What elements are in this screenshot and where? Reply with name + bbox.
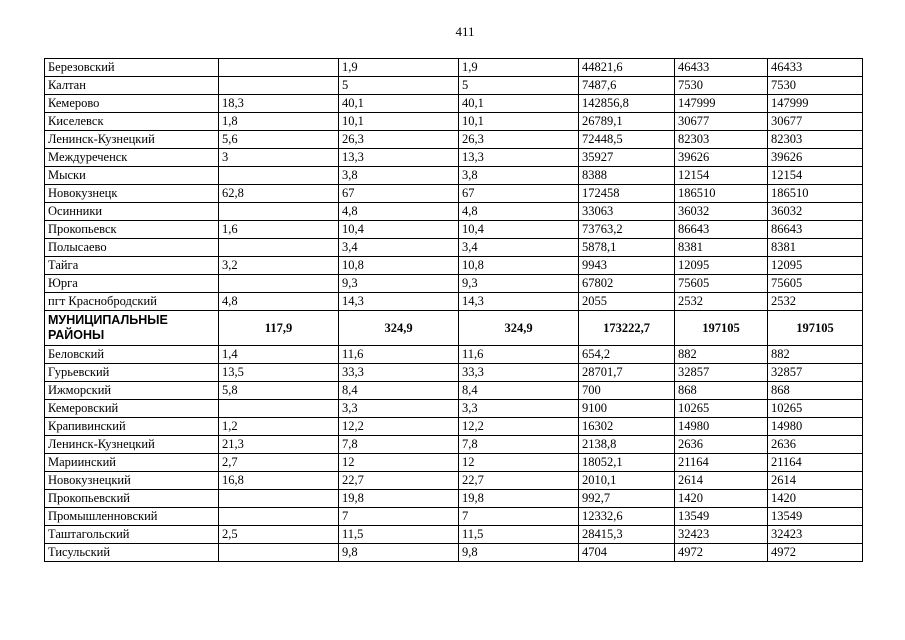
value-col-3-cell: 22,7 [459, 472, 579, 490]
value-col-4-cell: 992,7 [579, 490, 675, 508]
value-col-1-cell: 3,2 [219, 257, 339, 275]
value-col-6-cell: 147999 [768, 95, 863, 113]
value-col-3-cell: 33,3 [459, 364, 579, 382]
value-col-2-cell: 7 [339, 508, 459, 526]
municipality-name-cell: МУНИЦИПАЛЬНЫЕ РАЙОНЫ [45, 311, 219, 346]
value-col-5-cell: 186510 [675, 185, 768, 203]
value-col-4-cell: 28701,7 [579, 364, 675, 382]
value-col-4-cell: 9100 [579, 400, 675, 418]
page-number: 411 [455, 24, 475, 39]
value-col-2-cell: 10,1 [339, 113, 459, 131]
value-col-3-cell: 10,4 [459, 221, 579, 239]
value-col-5-cell: 30677 [675, 113, 768, 131]
value-col-6-cell: 39626 [768, 149, 863, 167]
value-col-4-cell: 16302 [579, 418, 675, 436]
table-row [45, 257, 863, 275]
value-col-4-cell: 2055 [579, 293, 675, 311]
table-row [45, 418, 863, 436]
value-col-2-cell: 67 [339, 185, 459, 203]
value-col-3-cell: 13,3 [459, 149, 579, 167]
value-col-2-cell: 12 [339, 454, 459, 472]
municipality-name-cell: Гурьевский [45, 364, 219, 382]
value-col-6-cell: 36032 [768, 203, 863, 221]
value-col-2-cell: 4,8 [339, 203, 459, 221]
value-col-5-cell: 197105 [675, 311, 768, 346]
value-col-3-cell: 9,3 [459, 275, 579, 293]
value-col-5-cell: 4972 [675, 544, 768, 562]
table-row [45, 490, 863, 508]
value-col-5-cell: 2614 [675, 472, 768, 490]
value-col-6-cell: 75605 [768, 275, 863, 293]
value-col-1-cell: 3 [219, 149, 339, 167]
value-col-1-cell: 62,8 [219, 185, 339, 203]
value-col-1-cell [219, 239, 339, 257]
value-col-2-cell: 12,2 [339, 418, 459, 436]
value-col-4-cell: 5878,1 [579, 239, 675, 257]
municipality-name-cell: Полысаево [45, 239, 219, 257]
value-col-1-cell [219, 400, 339, 418]
value-col-5-cell: 7530 [675, 77, 768, 95]
municipality-name-cell: Таштагольский [45, 526, 219, 544]
municipality-name-cell: Калтан [45, 77, 219, 95]
municipality-name-cell: Ленинск-Кузнецкий [45, 436, 219, 454]
value-col-3-cell: 12 [459, 454, 579, 472]
value-col-5-cell: 8381 [675, 239, 768, 257]
value-col-6-cell: 2614 [768, 472, 863, 490]
table-row [45, 293, 863, 311]
value-col-4-cell: 67802 [579, 275, 675, 293]
municipality-name-cell: Крапивинский [45, 418, 219, 436]
value-col-1-cell: 21,3 [219, 436, 339, 454]
value-col-2-cell: 9,8 [339, 544, 459, 562]
municipality-name-cell: Ленинск-Кузнецкий [45, 131, 219, 149]
value-col-1-cell: 117,9 [219, 311, 339, 346]
table-row [45, 239, 863, 257]
value-col-1-cell: 1,8 [219, 113, 339, 131]
municipality-name-cell: Междуреченск [45, 149, 219, 167]
value-col-6-cell: 10265 [768, 400, 863, 418]
value-col-5-cell: 13549 [675, 508, 768, 526]
municipality-name-cell: Новокузнецк [45, 185, 219, 203]
municipality-name-cell: Мариинский [45, 454, 219, 472]
value-col-1-cell [219, 275, 339, 293]
value-col-6-cell: 13549 [768, 508, 863, 526]
value-col-5-cell: 14980 [675, 418, 768, 436]
value-col-5-cell: 882 [675, 346, 768, 364]
value-col-4-cell: 700 [579, 382, 675, 400]
value-col-6-cell: 32857 [768, 364, 863, 382]
municipality-name-cell: Киселевск [45, 113, 219, 131]
value-col-3-cell: 12,2 [459, 418, 579, 436]
value-col-1-cell: 16,8 [219, 472, 339, 490]
value-col-2-cell: 14,3 [339, 293, 459, 311]
value-col-3-cell: 11,6 [459, 346, 579, 364]
table-row [45, 95, 863, 113]
value-col-5-cell: 82303 [675, 131, 768, 149]
value-col-5-cell: 46433 [675, 59, 768, 77]
table-body [45, 59, 863, 562]
municipality-name-cell: Тайга [45, 257, 219, 275]
value-col-2-cell: 9,3 [339, 275, 459, 293]
value-col-5-cell: 1420 [675, 490, 768, 508]
value-col-4-cell: 72448,5 [579, 131, 675, 149]
table-row [45, 472, 863, 490]
value-col-6-cell: 46433 [768, 59, 863, 77]
value-col-2-cell: 11,6 [339, 346, 459, 364]
municipality-name-cell: Промышленновский [45, 508, 219, 526]
value-col-2-cell: 33,3 [339, 364, 459, 382]
municipality-name-cell: Осинники [45, 203, 219, 221]
municipality-name-cell: Березовский [45, 59, 219, 77]
table-row [45, 131, 863, 149]
value-col-6-cell: 32423 [768, 526, 863, 544]
value-col-6-cell: 186510 [768, 185, 863, 203]
value-col-4-cell: 9943 [579, 257, 675, 275]
value-col-4-cell: 35927 [579, 149, 675, 167]
table-row [45, 221, 863, 239]
municipality-name-cell: Прокопьевск [45, 221, 219, 239]
value-col-3-cell: 3,4 [459, 239, 579, 257]
value-col-6-cell: 82303 [768, 131, 863, 149]
value-col-5-cell: 32423 [675, 526, 768, 544]
value-col-2-cell: 22,7 [339, 472, 459, 490]
value-col-6-cell: 882 [768, 346, 863, 364]
value-col-6-cell: 1420 [768, 490, 863, 508]
value-col-2-cell: 40,1 [339, 95, 459, 113]
value-col-4-cell: 2138,8 [579, 436, 675, 454]
value-col-5-cell: 868 [675, 382, 768, 400]
value-col-4-cell: 18052,1 [579, 454, 675, 472]
value-col-6-cell: 4972 [768, 544, 863, 562]
value-col-4-cell: 33063 [579, 203, 675, 221]
value-col-3-cell: 11,5 [459, 526, 579, 544]
value-col-6-cell: 12095 [768, 257, 863, 275]
municipality-name-cell: Юрга [45, 275, 219, 293]
value-col-3-cell: 7,8 [459, 436, 579, 454]
value-col-1-cell [219, 77, 339, 95]
value-col-6-cell: 14980 [768, 418, 863, 436]
value-col-6-cell: 86643 [768, 221, 863, 239]
value-col-4-cell: 12332,6 [579, 508, 675, 526]
value-col-3-cell: 14,3 [459, 293, 579, 311]
value-col-2-cell: 19,8 [339, 490, 459, 508]
data-table [44, 58, 863, 562]
value-col-4-cell: 4704 [579, 544, 675, 562]
value-col-1-cell: 5,8 [219, 382, 339, 400]
value-col-3-cell: 10,8 [459, 257, 579, 275]
value-col-1-cell [219, 203, 339, 221]
value-col-2-cell: 5 [339, 77, 459, 95]
value-col-5-cell: 147999 [675, 95, 768, 113]
value-col-1-cell: 18,3 [219, 95, 339, 113]
value-col-2-cell: 26,3 [339, 131, 459, 149]
value-col-3-cell: 1,9 [459, 59, 579, 77]
value-col-2-cell: 10,4 [339, 221, 459, 239]
value-col-1-cell [219, 544, 339, 562]
value-col-5-cell: 32857 [675, 364, 768, 382]
value-col-5-cell: 2636 [675, 436, 768, 454]
table-row [45, 400, 863, 418]
value-col-3-cell: 3,8 [459, 167, 579, 185]
value-col-2-cell: 11,5 [339, 526, 459, 544]
value-col-6-cell: 197105 [768, 311, 863, 346]
value-col-6-cell: 21164 [768, 454, 863, 472]
value-col-1-cell: 5,6 [219, 131, 339, 149]
value-col-5-cell: 86643 [675, 221, 768, 239]
table-row [45, 77, 863, 95]
value-col-6-cell: 2636 [768, 436, 863, 454]
table-row [45, 185, 863, 203]
value-col-4-cell: 172458 [579, 185, 675, 203]
value-col-2-cell: 324,9 [339, 311, 459, 346]
value-col-6-cell: 30677 [768, 113, 863, 131]
municipality-name-cell: Кемерово [45, 95, 219, 113]
value-col-5-cell: 75605 [675, 275, 768, 293]
value-col-1-cell: 1,6 [219, 221, 339, 239]
table-row [45, 508, 863, 526]
value-col-4-cell: 8388 [579, 167, 675, 185]
value-col-3-cell: 4,8 [459, 203, 579, 221]
table-row [45, 275, 863, 293]
value-col-3-cell: 67 [459, 185, 579, 203]
value-col-3-cell: 7 [459, 508, 579, 526]
value-col-2-cell: 7,8 [339, 436, 459, 454]
value-col-2-cell: 13,3 [339, 149, 459, 167]
value-col-3-cell: 3,3 [459, 400, 579, 418]
value-col-1-cell: 1,2 [219, 418, 339, 436]
value-col-3-cell: 19,8 [459, 490, 579, 508]
value-col-6-cell: 12154 [768, 167, 863, 185]
value-col-1-cell: 13,5 [219, 364, 339, 382]
municipality-name-cell: Мыски [45, 167, 219, 185]
municipality-name-cell: Новокузнецкий [45, 472, 219, 490]
value-col-4-cell: 26789,1 [579, 113, 675, 131]
value-col-4-cell: 2010,1 [579, 472, 675, 490]
table-row [45, 113, 863, 131]
value-col-6-cell: 7530 [768, 77, 863, 95]
value-col-3-cell: 10,1 [459, 113, 579, 131]
value-col-2-cell: 10,8 [339, 257, 459, 275]
value-col-1-cell [219, 167, 339, 185]
value-col-3-cell: 9,8 [459, 544, 579, 562]
table-row [45, 544, 863, 562]
value-col-1-cell: 4,8 [219, 293, 339, 311]
value-col-2-cell: 3,3 [339, 400, 459, 418]
value-col-2-cell: 3,4 [339, 239, 459, 257]
municipality-name-cell: Ижморский [45, 382, 219, 400]
municipality-name-cell: Прокопьевский [45, 490, 219, 508]
value-col-5-cell: 10265 [675, 400, 768, 418]
value-col-4-cell: 654,2 [579, 346, 675, 364]
table-row [45, 167, 863, 185]
value-col-1-cell: 2,7 [219, 454, 339, 472]
value-col-4-cell: 142856,8 [579, 95, 675, 113]
value-col-5-cell: 39626 [675, 149, 768, 167]
municipality-name-cell: пгт Краснобродский [45, 293, 219, 311]
value-col-5-cell: 36032 [675, 203, 768, 221]
value-col-6-cell: 868 [768, 382, 863, 400]
value-col-4-cell: 44821,6 [579, 59, 675, 77]
value-col-5-cell: 2532 [675, 293, 768, 311]
value-col-3-cell: 5 [459, 77, 579, 95]
table-row [45, 59, 863, 77]
value-col-1-cell: 1,4 [219, 346, 339, 364]
value-col-4-cell: 73763,2 [579, 221, 675, 239]
table-row [45, 203, 863, 221]
value-col-4-cell: 7487,6 [579, 77, 675, 95]
table-row [45, 526, 863, 544]
table-row [45, 436, 863, 454]
table-row [45, 454, 863, 472]
municipality-name-cell: Тисульский [45, 544, 219, 562]
value-col-4-cell: 28415,3 [579, 526, 675, 544]
value-col-5-cell: 12095 [675, 257, 768, 275]
value-col-5-cell: 12154 [675, 167, 768, 185]
value-col-6-cell: 2532 [768, 293, 863, 311]
table-row [45, 364, 863, 382]
value-col-5-cell: 21164 [675, 454, 768, 472]
value-col-2-cell: 1,9 [339, 59, 459, 77]
table-row [45, 382, 863, 400]
value-col-2-cell: 3,8 [339, 167, 459, 185]
municipality-name-cell: Кемеровский [45, 400, 219, 418]
value-col-6-cell: 8381 [768, 239, 863, 257]
value-col-3-cell: 324,9 [459, 311, 579, 346]
municipality-name-cell: Беловский [45, 346, 219, 364]
value-col-3-cell: 8,4 [459, 382, 579, 400]
value-col-1-cell: 2,5 [219, 526, 339, 544]
table-row [45, 346, 863, 364]
value-col-3-cell: 26,3 [459, 131, 579, 149]
value-col-3-cell: 40,1 [459, 95, 579, 113]
value-col-1-cell [219, 490, 339, 508]
table-row-subtotal [45, 311, 863, 346]
value-col-2-cell: 8,4 [339, 382, 459, 400]
value-col-1-cell [219, 59, 339, 77]
table-row [45, 149, 863, 167]
value-col-1-cell [219, 508, 339, 526]
value-col-4-cell: 173222,7 [579, 311, 675, 346]
